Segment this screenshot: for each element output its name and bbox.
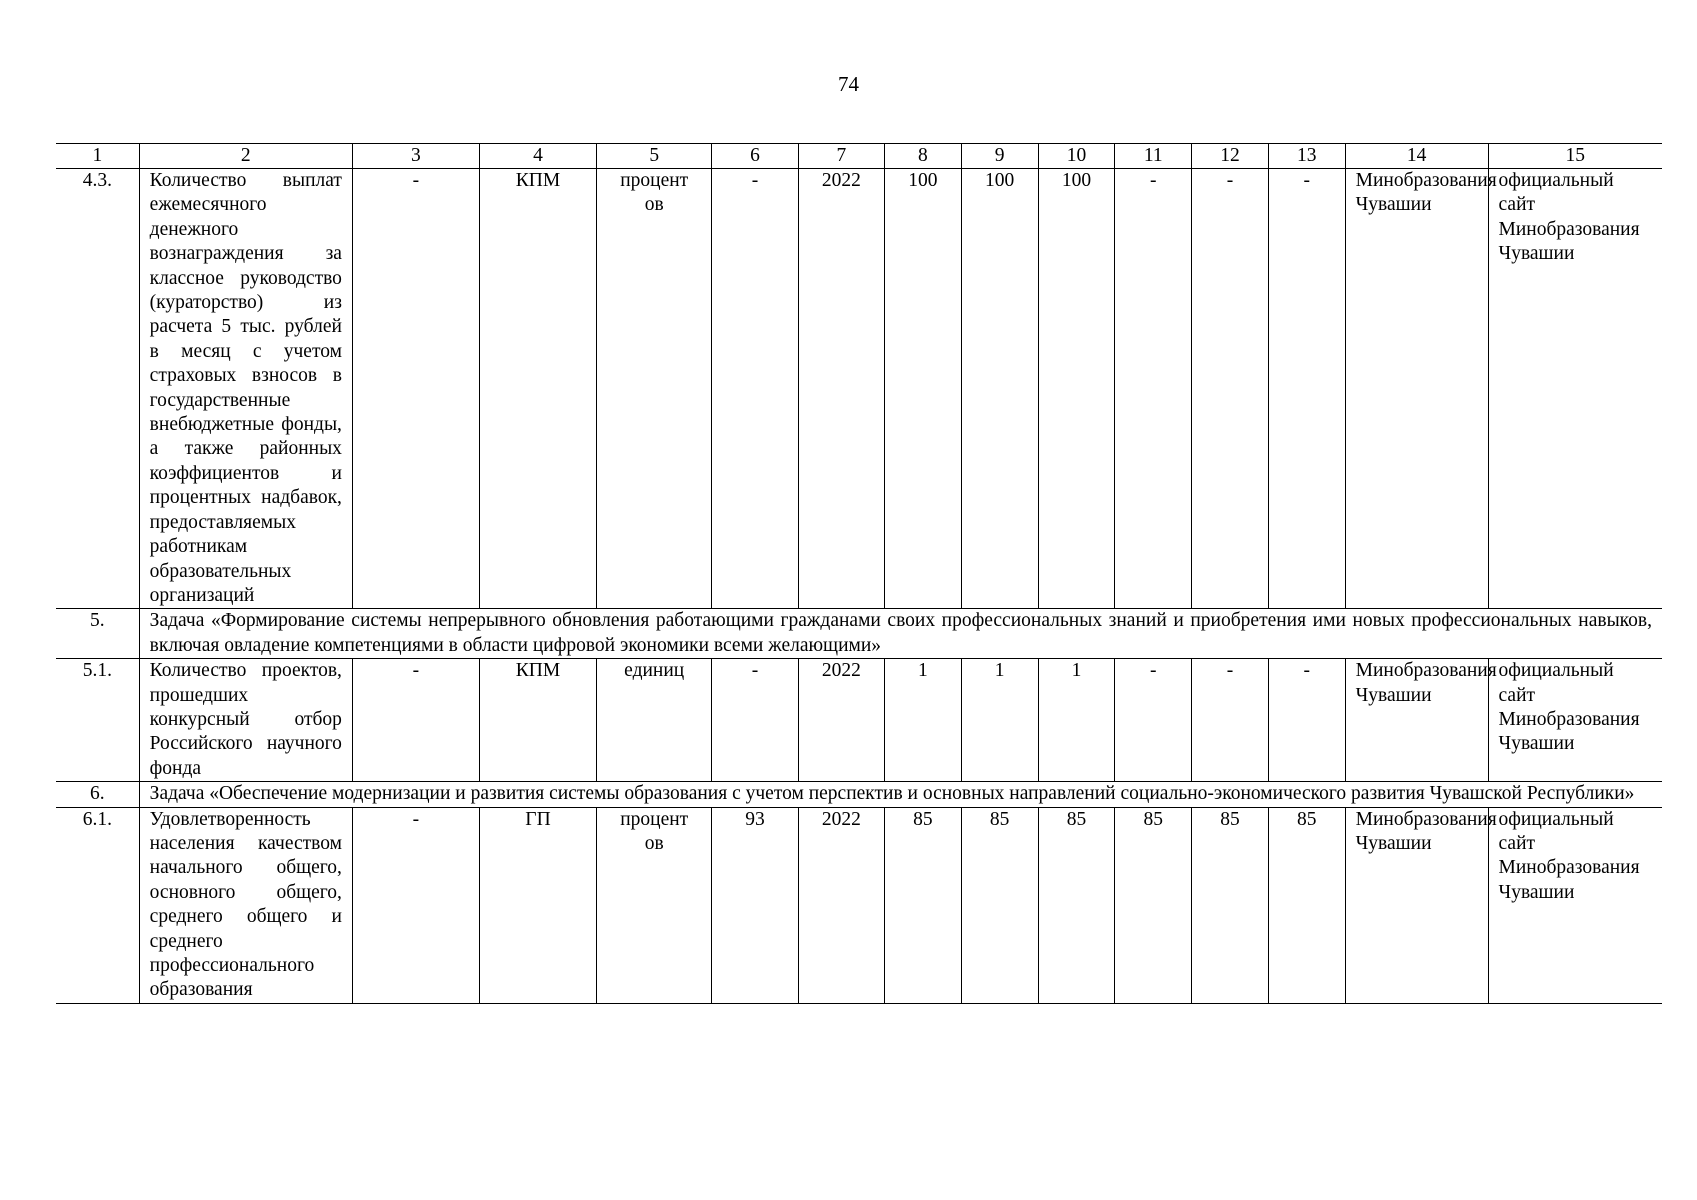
indicators-table [56,143,1662,1004]
column-header: 2 [139,144,352,169]
column-header: 8 [885,144,962,169]
column-header: 6 [712,144,798,169]
column-number-header-row [56,144,1662,169]
cell-responsible: Минобразования Чувашии [1345,169,1488,609]
cell-col8: 85 [885,807,962,1003]
column-header: 7 [798,144,884,169]
row-number: 6.1. [56,807,139,1003]
cell-col12: - [1192,169,1269,609]
indicator-name: Удовлетворенность населения качеством начального общего, основного общего, среднего общего и среднего профессионального образования [139,807,352,1003]
cell-col8: 1 [885,659,962,782]
cell-col3: - [352,807,479,1003]
indicator-row [56,659,1662,782]
indicator-name: Количество выплат ежемесячного денежного вознаграждения за классное руководство (кураторство) из расчета 5 тыс. рублей в месяц с учетом страховых взносов в государственные внебюджетные фонды, а также районных коэффициентов и процентных надбавок, предоставляемых работникам образовательных организаций [139,169,352,609]
cell-col11: - [1115,659,1192,782]
cell-responsible: Минобразования Чувашии [1345,807,1488,1003]
cell-col9: 85 [961,807,1038,1003]
task-text: Задача «Формирование системы непрерывного обновления работающими гражданами своих профессиональных знаний и приобретения ими новых профессиональных навыков, включая овладение компетенциями в области цифровой экономики всеми желающими» [139,609,1662,659]
cell-year: 2022 [798,169,884,609]
column-header: 15 [1488,144,1662,169]
cell-col10: 85 [1038,807,1115,1003]
column-header: 9 [961,144,1038,169]
cell-source: официальный сайт Минобразования Чувашии [1488,659,1662,782]
cell-col6: 93 [712,807,798,1003]
cell-col12: 85 [1192,807,1269,1003]
column-header: 13 [1268,144,1345,169]
row-number: 4.3. [56,169,139,609]
column-header: 5 [597,144,712,169]
column-header: 10 [1038,144,1115,169]
column-header: 11 [1115,144,1192,169]
cell-col9: 1 [961,659,1038,782]
cell-col3: - [352,169,479,609]
cell-year: 2022 [798,807,884,1003]
cell-col11: - [1115,169,1192,609]
row-number: 5.1. [56,659,139,782]
cell-col8: 100 [885,169,962,609]
cell-col6: - [712,169,798,609]
indicator-row [56,807,1662,1003]
cell-col13: - [1268,659,1345,782]
task-row [56,782,1662,807]
cell-col12: - [1192,659,1269,782]
cell-col4: КПМ [479,659,596,782]
cell-source: официальный сайт Минобразования Чувашии [1488,807,1662,1003]
column-header: 1 [56,144,139,169]
cell-col3: - [352,659,479,782]
cell-col10: 1 [1038,659,1115,782]
cell-unit: процентов [597,169,712,609]
indicator-row [56,169,1662,609]
cell-col9: 100 [961,169,1038,609]
column-header: 12 [1192,144,1269,169]
cell-col4: ГП [479,807,596,1003]
cell-unit: единиц [597,659,712,782]
row-number: 5. [56,609,139,659]
cell-col6: - [712,659,798,782]
cell-col13: 85 [1268,807,1345,1003]
cell-col11: 85 [1115,807,1192,1003]
row-number: 6. [56,782,139,807]
indicator-name: Количество проектов, прошедших конкурсный отбор Российского научного фонда [139,659,352,782]
column-header: 4 [479,144,596,169]
page-number: 74 [838,72,859,96]
task-text: Задача «Обеспечение модернизации и развития системы образования с учетом перспектив и основных направлений социально-экономического развития Чувашской Республики» [139,782,1662,807]
column-header: 14 [1345,144,1488,169]
cell-year: 2022 [798,659,884,782]
cell-col4: КПМ [479,169,596,609]
column-header: 3 [352,144,479,169]
task-row [56,609,1662,659]
cell-unit: процентов [597,807,712,1003]
cell-responsible: Минобразования Чувашии [1345,659,1488,782]
cell-col10: 100 [1038,169,1115,609]
cell-col13: - [1268,169,1345,609]
cell-source: официальный сайт Минобразования Чувашии [1488,169,1662,609]
